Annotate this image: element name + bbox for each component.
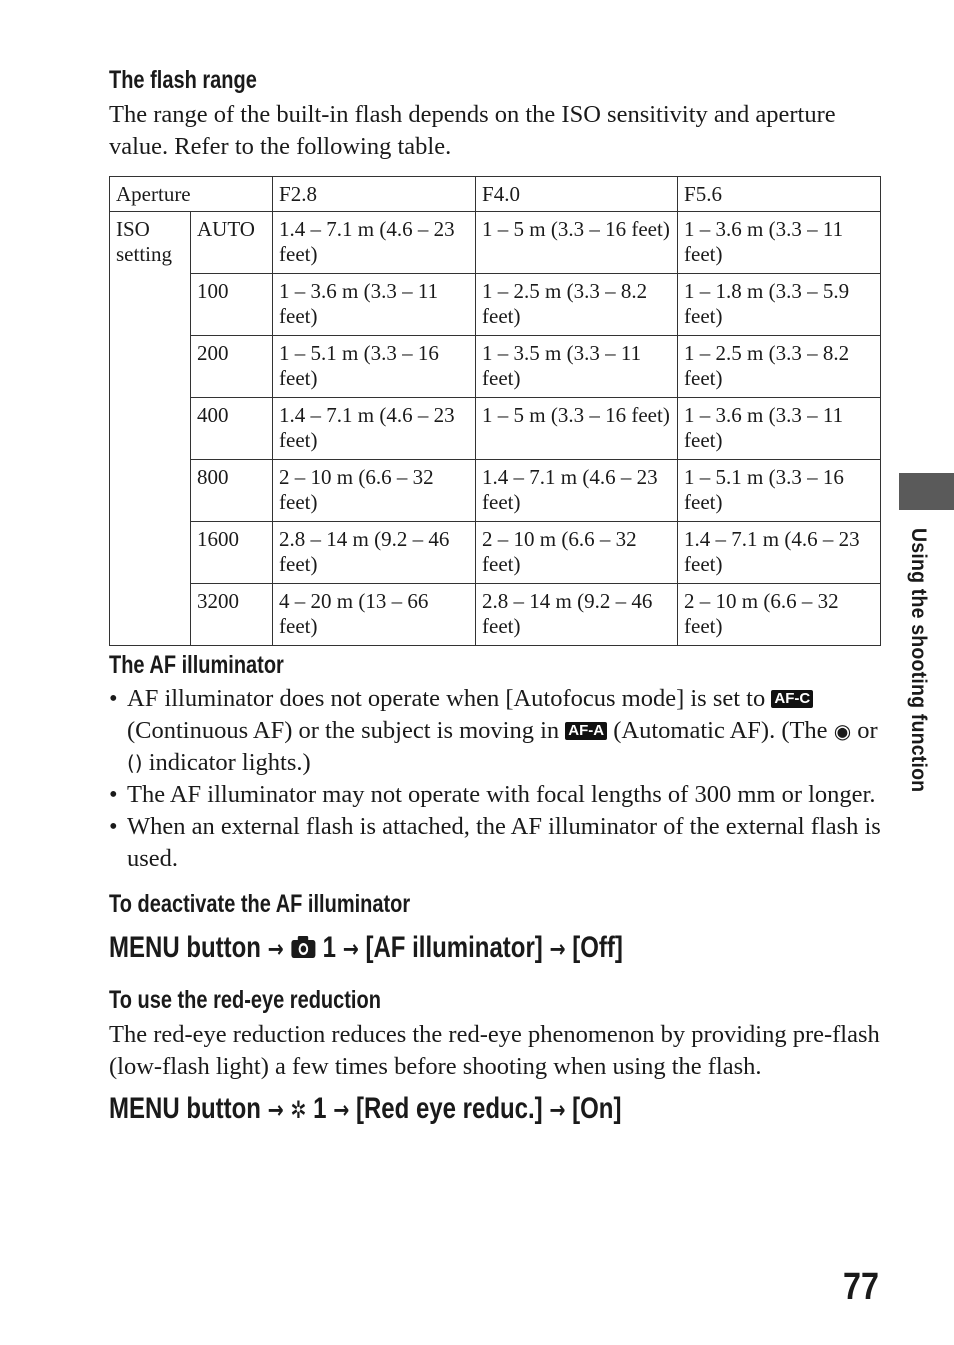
arrow-right-icon: → bbox=[267, 935, 284, 963]
bullet: • bbox=[109, 781, 118, 808]
section-heading-deactivate: To deactivate the AF illuminator bbox=[109, 890, 411, 918]
iso-value: 100 bbox=[191, 274, 273, 336]
menu-button-label: MENU button bbox=[109, 1092, 261, 1125]
table-row bbox=[110, 274, 881, 336]
aperture-col: F5.6 bbox=[678, 177, 881, 212]
list-item bbox=[109, 779, 889, 811]
menu-value: [Off] bbox=[572, 931, 623, 964]
note-text: (Continuous AF) or the subject is moving in bbox=[127, 717, 560, 744]
table-cell: 2.8 – 14 m (9.2 – 46 feet) bbox=[273, 522, 476, 584]
aperture-col: F2.8 bbox=[273, 177, 476, 212]
menu-item: [AF illuminator] bbox=[365, 931, 543, 964]
bullet: • bbox=[109, 813, 118, 840]
arrow-right-icon: → bbox=[333, 1096, 350, 1124]
note-text: AF illuminator does not operate when [Autofocus mode] is set to bbox=[127, 685, 766, 712]
arrow-right-icon: → bbox=[342, 935, 359, 963]
table-row bbox=[110, 212, 881, 274]
note-text: When an external flash is attached, the AF illuminator of the external flash is used. bbox=[127, 813, 881, 872]
note-text: The AF illuminator may not operate with focal lengths of 300 mm or longer. bbox=[127, 781, 876, 808]
focus-indicator-lock-icon: ◉ bbox=[833, 719, 852, 743]
table-row bbox=[110, 522, 881, 584]
iso-value: AUTO bbox=[191, 212, 273, 274]
section-heading-flash-range: The flash range bbox=[109, 66, 257, 94]
table-cell: 1 – 5.1 m (3.3 – 16 feet) bbox=[678, 460, 881, 522]
aperture-col: F4.0 bbox=[476, 177, 678, 212]
list-item bbox=[109, 811, 889, 875]
table-cell: 1 – 2.5 m (3.3 – 8.2 feet) bbox=[476, 274, 678, 336]
section-heading-af-illuminator: The AF illuminator bbox=[109, 651, 284, 679]
af-c-mode-icon: AF-C bbox=[771, 690, 813, 708]
table-row bbox=[110, 398, 881, 460]
flash-range-table bbox=[109, 176, 881, 646]
arrow-right-icon: → bbox=[267, 1096, 284, 1124]
focus-indicator-tracking-icon: () bbox=[127, 751, 143, 775]
arrow-right-icon: → bbox=[549, 1096, 566, 1124]
table-cell: 2 – 10 m (6.6 – 32 feet) bbox=[476, 522, 678, 584]
table-cell: 1.4 – 7.1 m (4.6 – 23 feet) bbox=[678, 522, 881, 584]
table-cell: 2.8 – 14 m (9.2 – 46 feet) bbox=[476, 584, 678, 646]
note-text: or bbox=[857, 717, 878, 744]
chapter-side-label: Using the shooting function bbox=[907, 528, 930, 793]
af-a-mode-icon: AF-A bbox=[565, 722, 607, 740]
menu-value: [On] bbox=[572, 1092, 622, 1125]
table-cell: 1 – 3.5 m (3.3 – 11 feet) bbox=[476, 336, 678, 398]
table-cell: 1 – 3.6 m (3.3 – 11 feet) bbox=[678, 398, 881, 460]
table-cell: 1 – 3.6 m (3.3 – 11 feet) bbox=[273, 274, 476, 336]
table-header-row bbox=[110, 177, 881, 212]
table-cell: 1 – 3.6 m (3.3 – 11 feet) bbox=[678, 212, 881, 274]
af-illuminator-notes bbox=[109, 683, 889, 875]
table-row bbox=[110, 460, 881, 522]
menu-button-label: MENU button bbox=[109, 931, 261, 964]
iso-value: 200 bbox=[191, 336, 273, 398]
note-text: indicator lights.) bbox=[148, 749, 311, 776]
menu-page-number: 1 bbox=[313, 1092, 327, 1125]
iso-value: 800 bbox=[191, 460, 273, 522]
table-cell: 1 – 5 m (3.3 – 16 feet) bbox=[476, 212, 678, 274]
table-cell: 1 – 5.1 m (3.3 – 16 feet) bbox=[273, 336, 476, 398]
red-eye-description: The red-eye reduction reduces the red-eye phenomenon by providing pre-flash (low-flash light) a few times before shooting when using the flash. bbox=[109, 1021, 880, 1080]
table-cell: 1 – 5 m (3.3 – 16 feet) bbox=[476, 398, 678, 460]
table-cell: 2 – 10 m (6.6 – 32 feet) bbox=[273, 460, 476, 522]
camera-icon bbox=[290, 933, 316, 967]
table-cell: 4 – 20 m (13 – 66 feet) bbox=[273, 584, 476, 646]
table-row bbox=[110, 584, 881, 646]
menu-item: [Red eye reduc.] bbox=[355, 1092, 543, 1125]
table-cell: 1.4 – 7.1 m (4.6 – 23 feet) bbox=[273, 398, 476, 460]
list-item bbox=[109, 683, 889, 779]
table-cell: 1 – 1.8 m (3.3 – 5.9 feet) bbox=[678, 274, 881, 336]
page-number: 77 bbox=[843, 1266, 879, 1308]
table-cell: 1 – 2.5 m (3.3 – 8.2 feet) bbox=[678, 336, 881, 398]
chapter-tab-marker bbox=[899, 473, 954, 510]
menu-path-af-illuminator bbox=[109, 931, 623, 967]
note-text: (Automatic AF). (The bbox=[613, 717, 828, 744]
iso-value: 400 bbox=[191, 398, 273, 460]
table-row bbox=[110, 336, 881, 398]
menu-page-number: 1 bbox=[322, 931, 337, 964]
iso-value: 3200 bbox=[191, 584, 273, 646]
table-cell: 2 – 10 m (6.6 – 32 feet) bbox=[678, 584, 881, 646]
iso-value: 1600 bbox=[191, 522, 273, 584]
table-cell: 1.4 – 7.1 m (4.6 – 23 feet) bbox=[476, 460, 678, 522]
flash-range-intro: The range of the built-in flash depends on the ISO sensitivity and aperture value. Refer to the following table. bbox=[109, 101, 836, 160]
section-heading-red-eye: To use the red-eye reduction bbox=[109, 986, 381, 1014]
table-cell: 1.4 – 7.1 m (4.6 – 23 feet) bbox=[273, 212, 476, 274]
gear-icon: ✲ bbox=[290, 1096, 307, 1124]
bullet: • bbox=[109, 685, 118, 712]
menu-path-red-eye bbox=[109, 1092, 621, 1126]
arrow-right-icon: → bbox=[549, 935, 566, 963]
iso-setting-label: ISO setting bbox=[110, 212, 191, 646]
aperture-label: Aperture bbox=[110, 177, 273, 212]
